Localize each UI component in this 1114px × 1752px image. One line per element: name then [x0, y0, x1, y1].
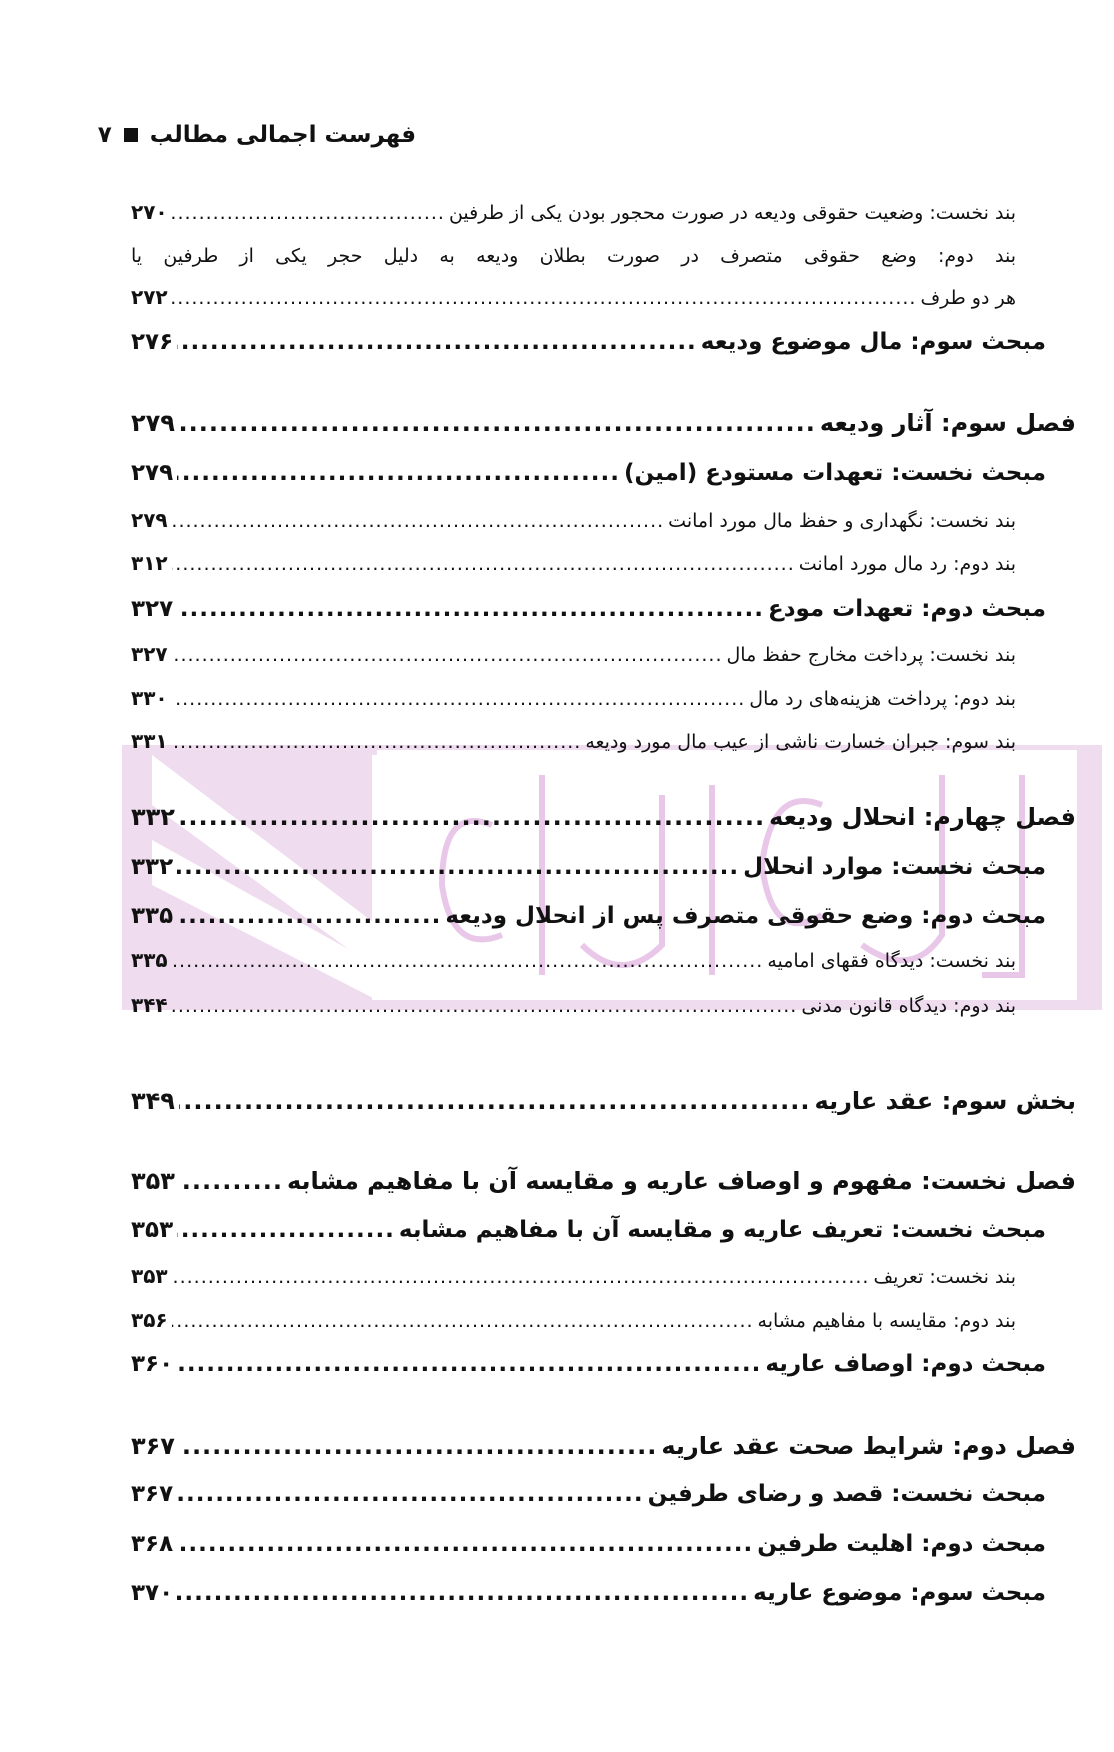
- dot-leader: [177, 1481, 644, 1507]
- toc-entry-title: فصل سوم: آثار ودیعه: [819, 409, 1076, 437]
- toc-section-entry[interactable]: [131, 329, 1046, 355]
- toc-subsection-entry[interactable]: [131, 508, 1016, 532]
- toc-section-entry[interactable]: [131, 1481, 1046, 1507]
- toc-page-number: ۲۷۰: [131, 200, 168, 224]
- dot-leader: [172, 287, 917, 309]
- toc-subsection-entry[interactable]: [131, 1308, 1016, 1332]
- toc-page-number: ۳۳۰: [131, 686, 168, 710]
- toc-subsection-entry[interactable]: [131, 948, 1016, 972]
- dot-leader: [172, 1310, 754, 1332]
- toc-page-number: ۲۷۹: [131, 409, 175, 437]
- toc-entry-title: بند نخست: تعریف: [873, 1266, 1016, 1288]
- toc-entry-title: مبحث نخست: تعهدات مستودع (امین): [623, 460, 1046, 486]
- toc-page-number: ۳۵۳: [131, 1217, 174, 1243]
- toc-entry-title: فصل نخست: مفهوم و اوصاف عاریه و مقایسه آن با مفاهیم مشابه: [286, 1167, 1076, 1195]
- dot-leader: [179, 409, 816, 437]
- toc-entry-title: بند دوم: مقایسه با مفاهیم مشابه: [757, 1310, 1016, 1332]
- toc-page-number: ۳۶۷: [131, 1481, 174, 1507]
- dot-leader: [179, 803, 765, 831]
- dot-leader: [177, 854, 739, 880]
- dot-leader: [172, 644, 723, 666]
- toc-subsection-entry[interactable]: [131, 993, 1016, 1017]
- toc-chapter-entry[interactable]: [131, 1087, 1076, 1115]
- toc-entry-title: بخش سوم: عقد عاریه: [814, 1087, 1076, 1115]
- toc-subsection-entry[interactable]: [131, 200, 1016, 224]
- toc-subsection-entry[interactable]: [131, 686, 1016, 710]
- toc-page-number: ۳۳۵: [131, 948, 168, 972]
- toc-entry-title: مبحث دوم: تعهدات مودع: [768, 596, 1046, 622]
- toc-subsection-entry[interactable]: [131, 729, 1016, 753]
- toc-entry-title: فصل چهارم: انحلال ودیعه: [769, 803, 1076, 831]
- toc-entry-title: بند نخست: پرداخت مخارج حفظ مال: [726, 644, 1016, 666]
- dot-leader: [179, 1432, 657, 1460]
- toc-entry-title: بند دوم: دیدگاه قانون مدنی: [801, 995, 1016, 1017]
- toc-page-number: ۳۱۲: [131, 551, 168, 575]
- dot-leader: [172, 553, 795, 575]
- square-bullet-icon: [124, 128, 138, 142]
- toc-page-number: ۳۷۰: [131, 1580, 174, 1606]
- toc-chapter-entry[interactable]: [131, 1432, 1076, 1460]
- toc-page-number: ۳۴۴: [131, 993, 168, 1017]
- toc-entry-title: بند دوم: رد مال مورد امانت: [798, 553, 1016, 575]
- toc-entry-title: مبحث سوم: موضوع عاریه: [753, 1580, 1046, 1606]
- toc-page-number: ۲۷۲: [131, 285, 168, 309]
- dot-leader: [177, 1531, 753, 1557]
- toc-entry-title: بند نخست: نگهداری و حفظ مال مورد امانت: [668, 510, 1016, 532]
- toc-page-number: ۲۷۶: [131, 329, 174, 355]
- toc-section-entry[interactable]: [131, 1351, 1046, 1377]
- toc-page-number: ۳۵۳: [131, 1264, 168, 1288]
- toc-entry-title: مبحث نخست: قصد و رضای طرفین: [647, 1481, 1046, 1507]
- toc-section-entry[interactable]: [131, 1217, 1046, 1243]
- toc-entry-title: بند نخست: وضعیت حقوقی ودیعه در صورت محجور بودن یکی از طرفین: [448, 202, 1016, 224]
- toc-section-entry[interactable]: [131, 1580, 1046, 1606]
- toc-page-number: ۳۲۷: [131, 642, 168, 666]
- dot-leader: [172, 731, 582, 753]
- toc-subsection-entry[interactable]: [131, 1264, 1016, 1288]
- header-title: فهرست اجمالی مطالب: [149, 122, 416, 148]
- toc-section-entry[interactable]: [131, 460, 1046, 486]
- dot-leader: [177, 1580, 749, 1606]
- toc-page-number: ۳۵۳: [131, 1167, 175, 1195]
- toc-entry-title: مبحث نخست: موارد انحلال: [743, 854, 1046, 880]
- toc-page-number: ۲۷۹: [131, 508, 168, 532]
- dot-leader: [172, 688, 746, 710]
- dot-leader: [177, 460, 620, 486]
- toc-section-entry[interactable]: [131, 596, 1046, 622]
- toc-chapter-entry[interactable]: [131, 409, 1076, 437]
- toc-page-number: ۳۶۸: [131, 1531, 174, 1557]
- dot-leader: [172, 950, 764, 972]
- page-header: [98, 122, 416, 148]
- toc-section-entry[interactable]: [131, 903, 1046, 929]
- toc-entry-title: بند سوم: جبران خسارت ناشی از عیب مال مورد ودیعه: [585, 731, 1016, 753]
- toc-page-number: ۳۲۷: [131, 596, 174, 622]
- dot-leader: [172, 995, 798, 1017]
- toc-entry-title: بند دوم: پرداخت هزینه‌های رد مال: [749, 688, 1016, 710]
- toc-entry-title: فصل دوم: شرایط صحت عقد عاریه: [661, 1432, 1076, 1460]
- toc-subsection-entry[interactable]: [131, 551, 1016, 575]
- dot-leader: [177, 903, 441, 929]
- toc-entry-title: هر دو طرف: [920, 287, 1016, 309]
- toc-entry-title-line: بند دوم: وضع حقوقی متصرف در صورت بطلان ودیعه به دلیل حجر یکی از طرفین یا: [131, 245, 1016, 267]
- toc-entry-title: مبحث دوم: اوصاف عاریه: [765, 1351, 1046, 1377]
- dot-leader: [177, 596, 764, 622]
- page-number: ۷: [97, 122, 112, 148]
- toc-section-entry[interactable]: [131, 854, 1046, 880]
- toc-page-number: ۳۳۲: [131, 803, 175, 831]
- toc-page-number: ۳۳۲: [131, 854, 174, 880]
- dot-leader: [172, 510, 665, 532]
- toc-section-entry[interactable]: [131, 1531, 1046, 1557]
- toc-page-number: ۳۵۶: [131, 1308, 168, 1332]
- toc-page-number: ۳۶۷: [131, 1432, 175, 1460]
- dot-leader: [179, 1087, 811, 1115]
- toc-entry-title: مبحث نخست: تعریف عاریه و مقایسه آن با مفاهیم مشابه: [398, 1217, 1046, 1243]
- toc-chapter-entry[interactable]: [131, 803, 1076, 831]
- toc-entry-title: مبحث دوم: وضع حقوقی متصرف پس از انحلال ودیعه: [445, 903, 1046, 929]
- toc-chapter-entry[interactable]: [131, 1167, 1076, 1195]
- dot-leader: [172, 1266, 870, 1288]
- toc-entry-title: بند نخست: دیدگاه فقهای امامیه: [767, 950, 1016, 972]
- toc-page-number: ۳۳۱: [131, 729, 168, 753]
- toc-page-number: ۳۶۰: [131, 1351, 174, 1377]
- toc-page-number: ۲۷۹: [131, 460, 174, 486]
- toc-subsection-entry[interactable]: [131, 642, 1016, 666]
- dot-leader: [177, 329, 697, 355]
- dot-leader: [179, 1167, 283, 1195]
- toc-page-number: ۳۴۹: [131, 1087, 175, 1115]
- dot-leader: [172, 202, 445, 224]
- toc-entry-title: مبحث دوم: اهلیت طرفین: [757, 1531, 1046, 1557]
- toc-page-number: ۳۳۵: [131, 903, 174, 929]
- dot-leader: [177, 1217, 395, 1243]
- dot-leader: [177, 1351, 761, 1377]
- toc-subsection-entry[interactable]: [131, 285, 1016, 309]
- toc-entry-title: مبحث سوم: مال موضوع ودیعه: [700, 329, 1046, 355]
